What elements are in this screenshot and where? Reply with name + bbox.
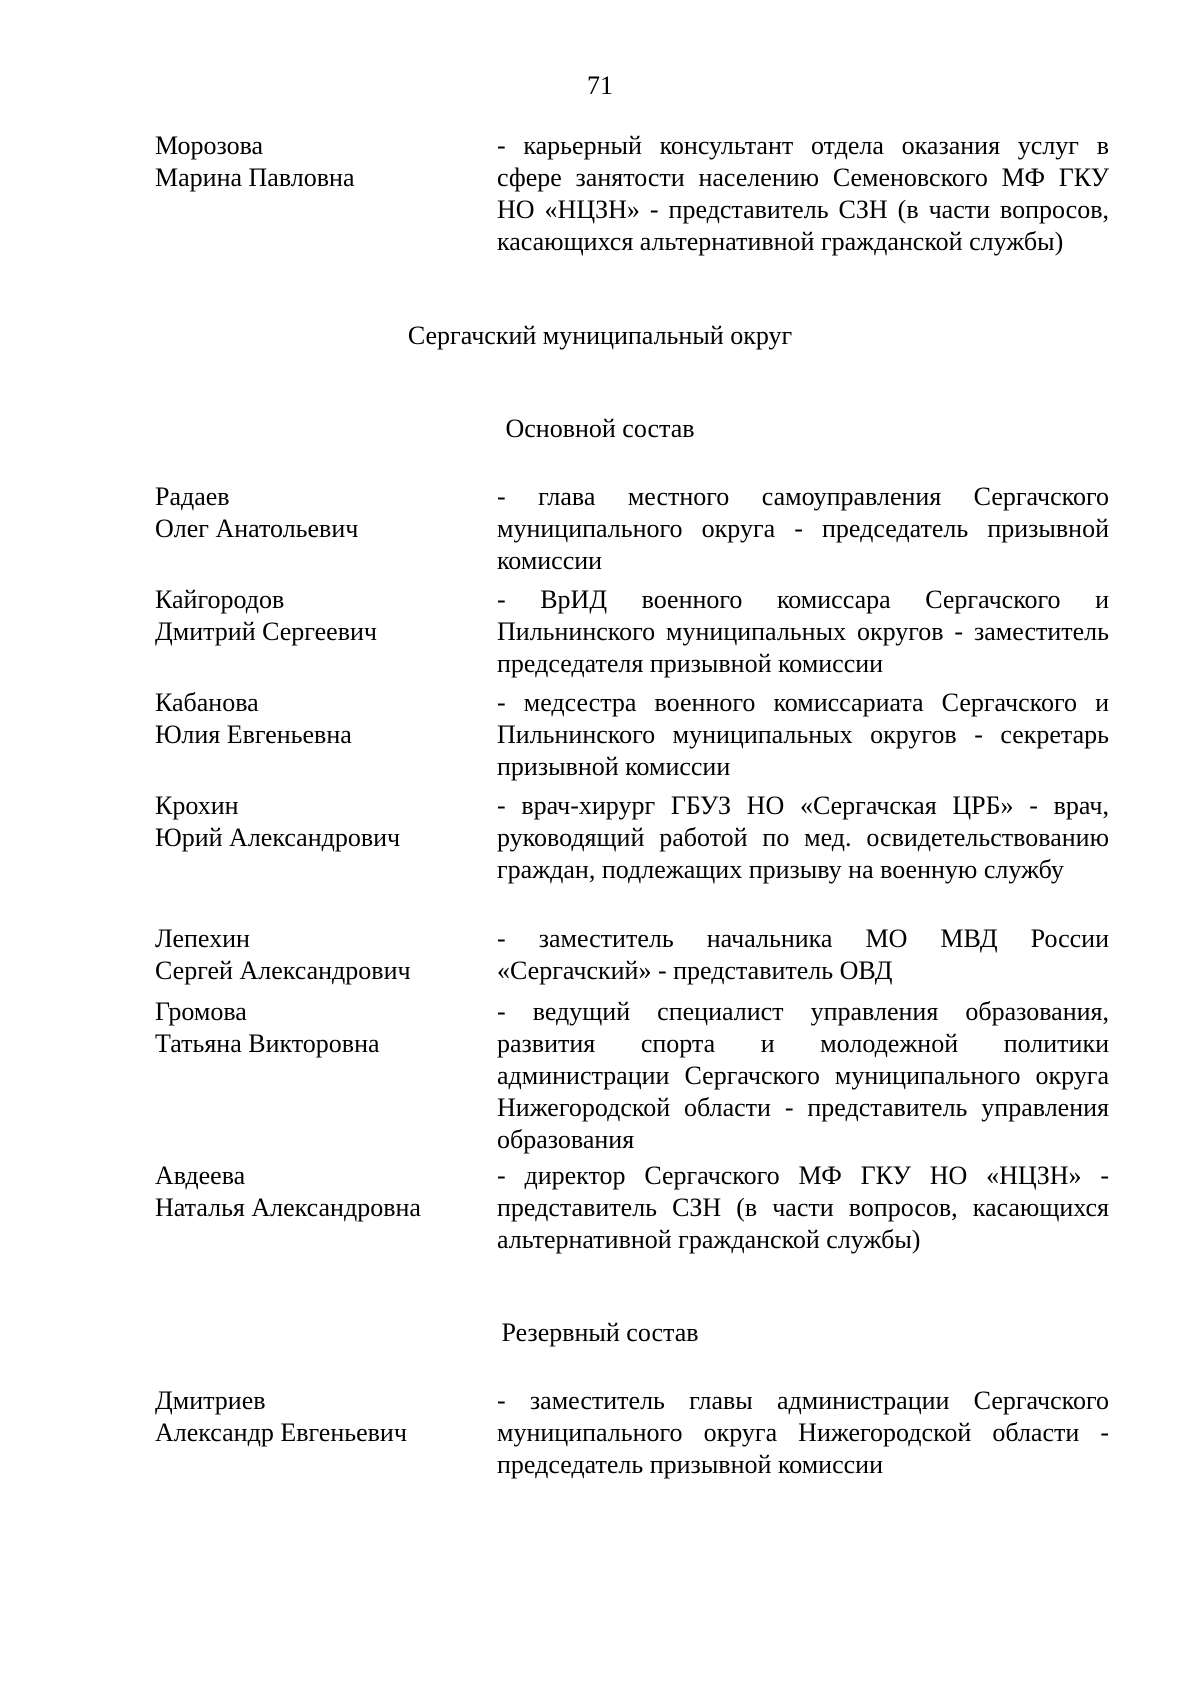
member-surname: Громова — [155, 997, 247, 1026]
member-name — [155, 1160, 485, 1224]
member-role: - директор Сергачского МФ ГКУ НО «НЦЗН» - представитель СЗН (в части вопросов, касающихся альтернативной гражданской службы) — [497, 1161, 1109, 1254]
member-given-name: Дмитрий Сергеевич — [155, 617, 377, 646]
member-name — [155, 923, 485, 987]
member-name — [155, 996, 485, 1060]
member-name — [155, 1385, 485, 1449]
member-given-name: Александр Евгеньевич — [155, 1418, 407, 1447]
member-name — [155, 790, 485, 854]
reserve-composition-heading: Резервный состав — [501, 1318, 699, 1347]
member-surname: Морозова — [155, 131, 264, 160]
member-given-name: Сергей Александрович — [155, 956, 411, 985]
member-role: - врач-хирург ГБУЗ НО «Сергачская ЦРБ» - врач, руководящий работой по мед. освидетельствованию граждан, подлежащих призыву на военную службу — [497, 791, 1109, 884]
page-number: 71 — [587, 71, 613, 100]
member-name — [155, 130, 485, 194]
district-title: Сергачский муниципальный округ — [407, 321, 793, 350]
main-composition-heading: Основной состав — [505, 414, 695, 443]
member-surname: Радаев — [155, 482, 230, 511]
member-name — [155, 481, 485, 545]
member-surname: Авдеева — [155, 1161, 246, 1190]
member-surname: Кабанова — [155, 688, 259, 717]
member-given-name: Татьяна Викторовна — [155, 1029, 380, 1058]
member-given-name: Юлия Евгеньевна — [155, 720, 352, 749]
member-role: - ведущий специалист управления образования, развития спорта и молодежной политики администрации Сергачского муниципального округа Нижегородской области - представитель управления образования — [497, 997, 1109, 1154]
member-role: - заместитель главы администрации Сергачского муниципального округа Нижегородской области - председатель призывной комиссии — [497, 1386, 1109, 1479]
member-surname: Кайгородов — [155, 585, 285, 614]
member-given-name: Марина Павловна — [155, 163, 355, 192]
member-role: - медсестра военного комиссариата Сергачского и Пильнинского муниципальных округов - секретарь призывной комиссии — [497, 688, 1109, 781]
member-name — [155, 584, 485, 648]
member-surname: Крохин — [155, 791, 239, 820]
member-given-name: Наталья Александровна — [155, 1193, 421, 1222]
member-name — [155, 687, 485, 751]
member-role: - глава местного самоуправления Сергачского муниципального округа - председатель призывной комиссии — [497, 482, 1109, 575]
member-surname: Дмитриев — [155, 1386, 266, 1415]
member-given-name: Юрий Александрович — [155, 823, 401, 852]
member-role: - ВрИД военного комиссара Сергачского и Пильнинского муниципальных округов - заместитель председателя призывной комиссии — [497, 585, 1109, 678]
member-given-name: Олег Анатольевич — [155, 514, 359, 543]
member-surname: Лепехин — [155, 924, 250, 953]
member-role: - заместитель начальника МО МВД России «Сергачский» - представитель ОВД — [497, 924, 1109, 985]
member-role: - карьерный консультант отдела оказания услуг в сфере занятости населению Семеновского МФ ГКУ НО «НЦЗН» - представитель СЗН (в части вопросов, касающихся альтернативной гражданской службы) — [497, 131, 1109, 256]
